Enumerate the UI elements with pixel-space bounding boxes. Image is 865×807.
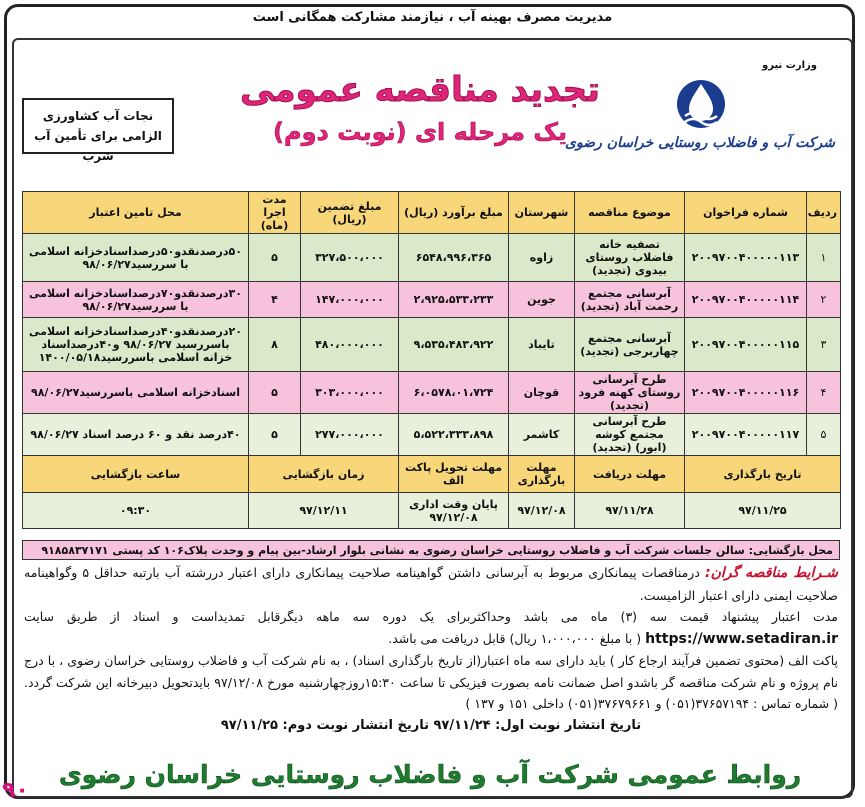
- tagline: مدیریت مصرف بهینه آب ، نیازمند مشارکت همگانی است: [252, 10, 613, 25]
- cell: ۶۵۴۸،۹۹۶،۳۶۵: [399, 234, 509, 282]
- cell: کاشمر: [509, 414, 575, 456]
- cell: ۲۰۰۹۷۰۰۴۰۰۰۰۰۱۱۳: [685, 234, 807, 282]
- cell: ۹،۵۳۵،۴۸۳،۹۲۲: [399, 318, 509, 372]
- cell: آبرسانی مجتمع رحمت آباد (تجدید): [575, 282, 685, 318]
- header-cell: محل تامین اعتبار: [23, 192, 249, 234]
- header-cell: شهرستان: [509, 192, 575, 234]
- slogan-line-1: نجات آب کشاورزی: [42, 109, 154, 123]
- conditions-heading: شـرایط مناقصه گران:: [704, 565, 839, 581]
- schedule-value: ۹۷/۱۲/۱۱: [249, 493, 399, 529]
- cell: جوین: [509, 282, 575, 318]
- ministry-label: وزارت نیرو: [762, 60, 817, 71]
- table-row: [23, 372, 841, 414]
- table-row: [23, 282, 841, 318]
- cell: ۳: [807, 318, 841, 372]
- cell: ۵: [249, 234, 301, 282]
- header-cell: موضوع مناقصه: [575, 192, 685, 234]
- cell: زاوه: [509, 234, 575, 282]
- cell: اسنادخزانه اسلامی باسررسید۹۸/۰۶/۲۷: [23, 372, 249, 414]
- footer-public-relations: روابط عمومی شرکت آب و فاضلاب روستایی خراسان رضوی: [58, 760, 802, 789]
- schedule-header: مهلت دریافت: [575, 456, 685, 493]
- cell: ۵: [807, 414, 841, 456]
- cell: ۲،۹۲۵،۵۳۳،۲۳۳: [399, 282, 509, 318]
- cell: ۲۰۰۹۷۰۰۴۰۰۰۰۰۱۱۴: [685, 282, 807, 318]
- header-cell: مدت اجرا (ماه): [249, 192, 301, 234]
- schedule-header: مهلت تحویل پاکت الف: [399, 456, 509, 493]
- cell: ۱: [807, 234, 841, 282]
- schedule-value: ۹۷/۱۱/۲۵: [685, 493, 841, 529]
- cell: ۴۰درصد نقد و ۶۰ درصد اسناد ۹۸/۰۶/۲۷: [23, 414, 249, 456]
- slogan-line-2: الزامی برای تأمین آب شرب: [34, 129, 162, 163]
- cell: ۳۰درصدنقدو۷۰درصداسنادخزانه اسلامی با سررسید۹۸/۰۶/۲۷: [23, 282, 249, 318]
- header-cell: شماره فراخوان: [685, 192, 807, 234]
- schedule-header: زمان بازگشایی: [249, 456, 399, 493]
- opening-location: محل بازگشایی: سالن جلسات شرکت آب و فاضلاب روستایی خراسان رضوی به نشانی بلوار ارشاد-بین پیام و وحدت پلاک۱۰۶ کد پستی ۹۱۸۵۸۳۷۱۷۱: [22, 540, 840, 560]
- cell: قوچان: [509, 372, 575, 414]
- cell: ۲۰۰۹۷۰۰۴۰۰۰۰۰۱۱۷: [685, 414, 807, 456]
- cell: ۱۴۷،۰۰۰،۰۰۰: [301, 282, 399, 318]
- condition-1: درمناقصات پیمانکاری مربوط به آبرسانی داشتن گواهینامه صلاحیت پیمانکاری دارای اعتبار دررشته آب بارتبه حداقل ۵ وگواهینامه صلاحیت ایمنی دارای اعتبار الزامیست.: [24, 565, 838, 603]
- tender-table: [22, 191, 841, 529]
- header-cell: مبلغ برآورد (ریال): [399, 192, 509, 234]
- cell: ۵: [249, 372, 301, 414]
- schedule-value: ۰۹:۳۰: [23, 493, 249, 529]
- water-company-logo-icon: [675, 78, 727, 130]
- publish-dates: تاریخ انتشار نوبت اول: ۹۷/۱۱/۲۴ تاریخ انتشار نوبت دوم: ۹۷/۱۱/۲۵: [220, 717, 642, 733]
- schedule-value: ۹۷/۱۱/۲۸: [575, 493, 685, 529]
- header-cell: ردیف: [807, 192, 841, 234]
- page-mark: ۹۰: [2, 778, 29, 803]
- table-row: [23, 414, 841, 456]
- cell: ۶،۰۵۷۸،۰۱،۷۲۴: [399, 372, 509, 414]
- cell: ۲۰درصدنقدو۴۰درصداسنادخزانه اسلامی باسررسید ۹۸/۰۶/۲۷ و۴۰درصداسناد خزانه اسلامی باسررسید۱۴۰۰/۰۵/۱۸: [23, 318, 249, 372]
- table-header-row: [23, 192, 841, 234]
- cell: تایباد: [509, 318, 575, 372]
- schedule-value-row: [23, 493, 841, 529]
- conditions-section: [24, 562, 838, 736]
- cell: ۲۷۷،۰۰۰،۰۰۰: [301, 414, 399, 456]
- cell: ۴: [249, 282, 301, 318]
- table-row: [23, 318, 841, 372]
- schedule-value: ۹۷/۱۲/۰۸: [509, 493, 575, 529]
- schedule-header: تاریخ بارگذاری: [685, 456, 841, 493]
- cell: ۴۸۰،۰۰۰،۰۰۰: [301, 318, 399, 372]
- cell: تصفیه خانه فاضلاب روستای بیدوی (تجدید): [575, 234, 685, 282]
- cell: ۲: [807, 282, 841, 318]
- condition-3: پاکت الف (محتوی تضمین فرآیند ارجاع کار ) باید دارای سه ماه اعتبار(از تاریخ بارگذاری اسناد) ، به نام شرکت آب و فاضلاب روستایی خراسان رضوی ، با درج نام پروژه و نام شرکت مناقصه گر باشدو اصل ضمانت نامه بصورت فیزیکی تا ساعت ۱۵:۳۰روزچهارشنبه مورخ ۹۷/۱۲/۰۸ بایدتحویل دبیرخانه این شرکت گردد. ( شماره تماس : ۳۷۶۵۷۱۹۴(۰۵۱) و ۳۷۶۷۹۶۶۱(۰۵۱) داخلی ۱۵۱ و ۱۳۷ ): [24, 653, 838, 711]
- cell: ۳۰۳،۰۰۰،۰۰۰: [301, 372, 399, 414]
- cell: ۸: [249, 318, 301, 372]
- schedule-header: ساعت بازگشایی: [23, 456, 249, 493]
- cell: ۲۰۰۹۷۰۰۴۰۰۰۰۰۱۱۵: [685, 318, 807, 372]
- cell: ۵،۵۲۲،۳۳۳،۸۹۸: [399, 414, 509, 456]
- cell: آبرسانی مجتمع چهاربرجی (تجدید): [575, 318, 685, 372]
- setadiran-link[interactable]: https://www.setadiran.ir: [645, 630, 838, 647]
- condition-2: مدت اعتبار پیشنهاد قیمت سه (۳) ماه می باشد وحداکثربرای یک دوره سه ماهه دیگرقابل تمدیداست و اسناد از طریق سایت: [24, 609, 838, 624]
- cell: ۵۰درصدنقدو۵۰درصداسنادخزانه اسلامی با سررسید۹۸/۰۶/۲۷: [23, 234, 249, 282]
- schedule-header: مهلت بارگذاری: [509, 456, 575, 493]
- table-row: [23, 234, 841, 282]
- schedule-value: پایان وقت اداری ۹۷/۱۲/۰۸: [399, 493, 509, 529]
- cell: ۴: [807, 372, 841, 414]
- condition-2b: ( با مبلغ ۱،۰۰۰،۰۰۰ ریال) قابل دریافت می باشد.: [388, 630, 642, 646]
- cell: ۳۲۷،۵۰۰،۰۰۰: [301, 234, 399, 282]
- slogan-box: [22, 98, 174, 163]
- header-cell: مبلغ تضمین (ریال): [301, 192, 399, 234]
- schedule-header-row: [23, 456, 841, 493]
- cell: طرح آبرسانی روستای کهنه فرود (تجدید): [575, 372, 685, 414]
- company-name: شرکت آب و فاضلاب روستایی خراسان رضوی: [564, 135, 835, 151]
- cell: طرح آبرسانی مجتمع کوشه (ابور) (تجدید): [575, 414, 685, 456]
- notice-title: تجدید مناقصه عمومی: [240, 70, 600, 110]
- cell: ۲۰۰۹۷۰۰۴۰۰۰۰۰۱۱۶: [685, 372, 807, 414]
- notice-subtitle: یک مرحله ای (نوبت دوم): [273, 118, 567, 146]
- cell: ۵: [249, 414, 301, 456]
